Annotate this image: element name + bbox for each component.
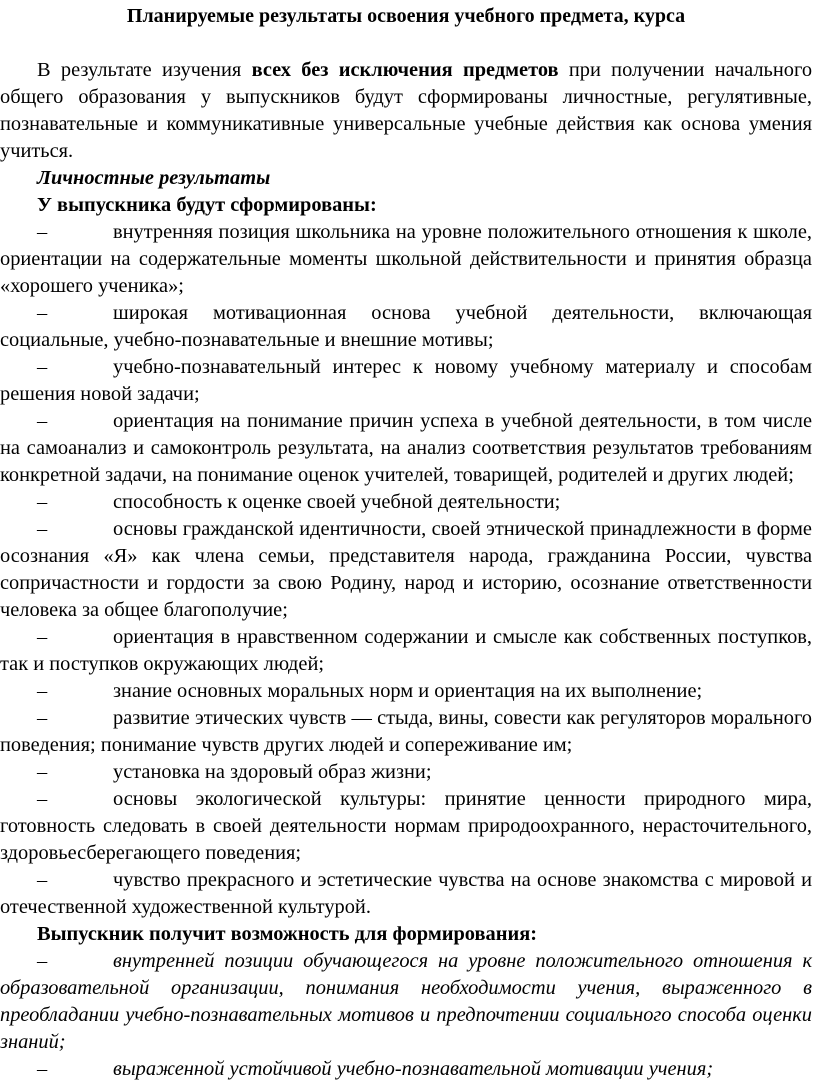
list-item — [0, 948, 812, 1056]
list-item — [0, 867, 812, 921]
dash-bullet: – — [37, 626, 48, 648]
list-item — [0, 1056, 812, 1083]
dash-bullet: – — [37, 680, 48, 702]
list-formed — [0, 219, 812, 921]
dash-bullet: – — [37, 518, 48, 540]
list-item-text: ориентация на понимание причин успеха в учебной деятельности, в том числе на самоанализ и самоконтроль результата, на анализ соответствия результатов требованиям конкретной задачи, на понимание оценок учителей, товарищей, родителей и других людей; — [0, 410, 812, 486]
list-item-text: знание основных моральных норм и ориентация на их выполнение; — [113, 680, 703, 702]
dash-bullet: – — [37, 761, 48, 783]
list-item-text: выраженной устойчивой учебно-познавательной мотивации учения; — [113, 1058, 714, 1080]
dash-bullet: – — [37, 1058, 48, 1080]
list-item — [0, 408, 812, 489]
dash-bullet: – — [37, 869, 48, 891]
dash-bullet: – — [37, 491, 48, 513]
dash-bullet: – — [37, 707, 48, 729]
list-item-text: чувство прекрасного и эстетические чувства на основе знакомства с мировой и отечественной художественной культурой. — [0, 869, 812, 918]
dash-bullet: – — [37, 410, 48, 432]
list-item — [0, 354, 812, 408]
list-item — [0, 624, 812, 678]
intro-text-after: при получении начального общего образования у выпускников будут сформированы личностные, регулятивные, познавательные и коммуникативные универсальные учебные действия как основа умения учиться. — [0, 59, 813, 162]
list-item-text: способность к оценке своей учебной деятельности; — [113, 491, 561, 513]
section-heading-personal: Личностные результаты — [37, 167, 271, 189]
list-item-text: широкая мотивационная основа учебной деятельности, включающая социальные, учебно-познавательные и внешние мотивы; — [0, 302, 812, 351]
list-opportunity — [0, 948, 812, 1083]
list-item-text: учебно-познавательный интерес к новому учебному материалу и способам решения новой задачи; — [0, 356, 812, 405]
document-body — [0, 27, 812, 1083]
intro-text-before: В результате изучения — [37, 59, 252, 81]
list-item-text: внутренней позиции обучающегося на уровне положительного отношения к образовательной организации, понимания необходимости учения, выраженного в преобладании учебно-познавательных мотивов и предпочтении социального способа оценки знаний; — [0, 950, 812, 1053]
list-item-text: развитие этических чувств — стыда, вины, совести как регуляторов морального поведения; понимание чувств других людей и сопереживание им; — [0, 707, 812, 756]
list-item-text: установка на здоровый образ жизни; — [113, 761, 432, 783]
list-item-text: внутренняя позиция школьника на уровне положительного отношения к школе, ориентации на содержательные моменты школьной действительности и принятия образца «хорошего ученика»; — [0, 221, 812, 297]
list-item-text: основы гражданской идентичности, своей этнической принадлежности в форме осознания «Я» как члена семьи, представителя народа, гражданина России, чувства сопричастности и гордости за свою Родину, народ и историю, осознание ответственности человека за общее благополучие; — [0, 518, 812, 621]
list-item-text: основы экологической культуры: принятие ценности природного мира, готовность следовать в своей деятельности нормам природоохранного, нерасточительного, здоровьесберегающего поведения; — [0, 788, 812, 864]
list-item — [0, 678, 812, 705]
list-item — [0, 219, 812, 300]
intro-bold-phrase: всех без исключения предметов — [251, 59, 559, 81]
subheading-formed: У выпускника будут сформированы: — [37, 194, 377, 216]
list-item — [0, 705, 812, 759]
list-item — [0, 759, 812, 786]
dash-bullet: – — [37, 788, 48, 810]
list-item — [0, 300, 812, 354]
dash-bullet: – — [37, 221, 48, 243]
dash-bullet: – — [37, 950, 48, 972]
page-title: Планируемые результаты освоения учебного предмета, курса — [126, 5, 686, 27]
list-item — [0, 516, 812, 624]
list-item — [0, 489, 812, 516]
dash-bullet: – — [37, 356, 48, 378]
dash-bullet: – — [37, 302, 48, 324]
list-item — [0, 786, 812, 867]
list-item-text: ориентация в нравственном содержании и смысле как собственных поступков, так и поступков окружающих людей; — [0, 626, 812, 675]
subheading-opportunity: Выпускник получит возможность для формирования: — [37, 923, 538, 945]
intro-paragraph — [0, 57, 812, 165]
